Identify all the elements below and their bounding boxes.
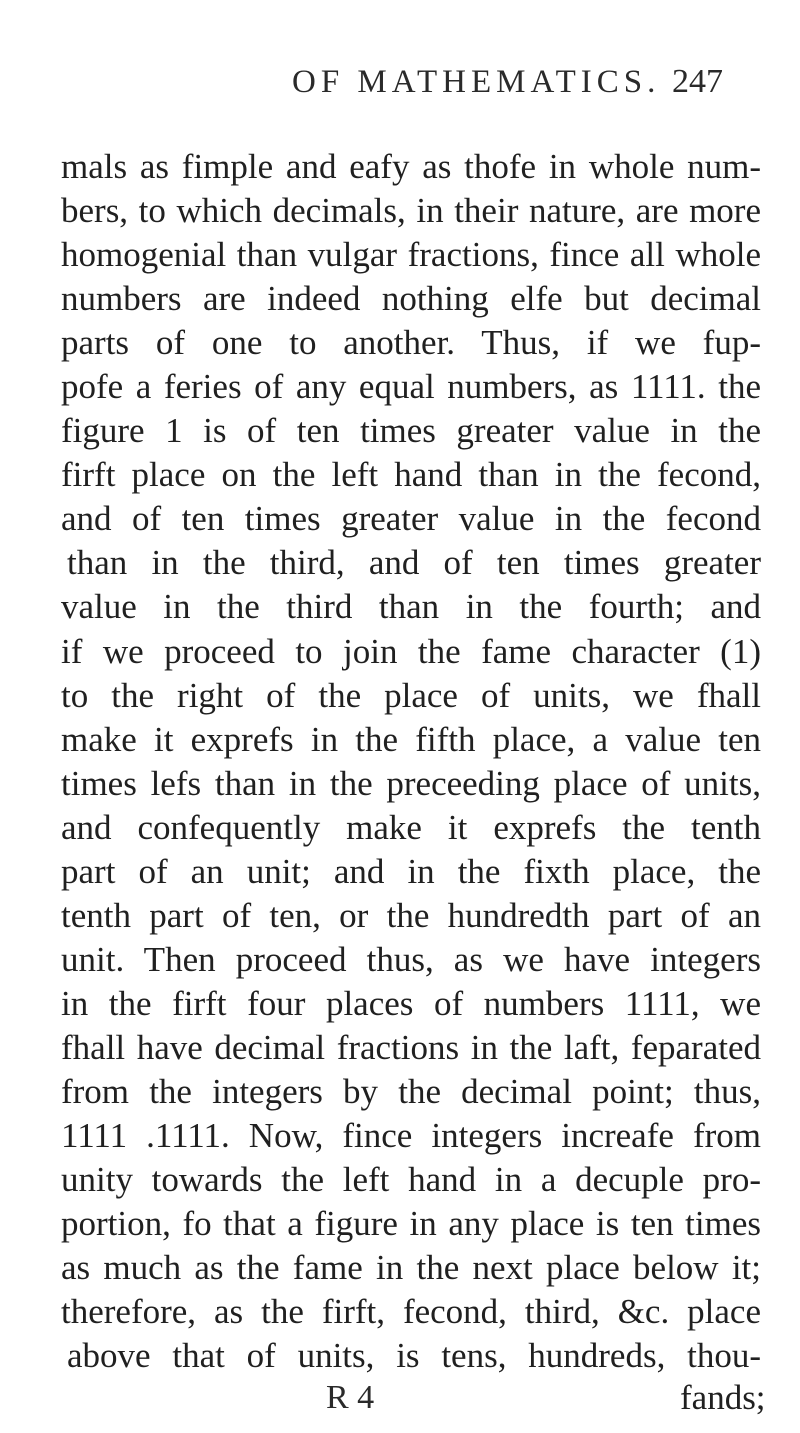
text-line: times lefs than in the preceeding place of units, [61,763,761,803]
page-footer [0,1378,800,1418]
page-number: 247 [672,63,723,100]
running-head [0,58,800,106]
text-line: than in the third, and of ten times greater [67,543,761,583]
text-line: tenth part of ten, or the hundredth part of an [61,895,761,935]
text-line: if we proceed to join the fame character (1) [61,631,761,671]
text-line: figure 1 is of ten times greater value in the [61,411,761,451]
catchword: fands; [680,1378,766,1417]
text-line: as much as the fame in the next place below it; [61,1248,761,1288]
text-line: therefore, as the firft, fecond, third, &c. place [61,1292,761,1332]
text-line: 1111 .1111. Now, fince integers increafe from [61,1116,761,1156]
text-line: to the right of the place of units, we fhall [61,675,761,715]
text-line: above that of units, is tens, hundreds, thou- [67,1336,761,1376]
text-line: homogenial than vulgar fractions, fince all whole [61,235,761,275]
text-line: bers, to which decimals, in their nature, are more [61,191,761,231]
text-line: unity towards the left hand in a decuple pro- [61,1160,761,1200]
text-line: mals as fimple and eafy as thofe in whole num- [61,147,761,186]
body-text [61,145,761,1378]
text-line: and of ten times greater value in the fecond [61,499,761,539]
signature-mark: R 4 [326,1379,375,1416]
text-line: value in the third than in the fourth; and [61,587,761,627]
text-line: from the integers by the decimal point; thus, [61,1071,761,1111]
text-line: parts of one to another. Thus, if we fup- [61,323,761,363]
text-line: firft place on the left hand than in the fecond, [61,455,761,495]
text-line: and confequently make it exprefs the tenth [61,807,761,847]
text-line: unit. Then proceed thus, as we have integers [61,939,761,979]
text-line: portion, fo that a figure in any place is ten times [61,1204,761,1244]
text-line: in the firft four places of numbers 1111, we [61,983,761,1023]
text-line: fhall have decimal fractions in the laft, feparated [61,1027,761,1067]
text-line: part of an unit; and in the fixth place, the [61,851,761,891]
running-head-title: OF MATHEMATICS. [292,64,661,100]
text-line: pofe a feries of any equal numbers, as 1111. the [61,367,761,407]
text-line: numbers are indeed nothing elfe but decimal [61,279,761,319]
text-line: make it exprefs in the fifth place, a value ten [61,719,761,759]
